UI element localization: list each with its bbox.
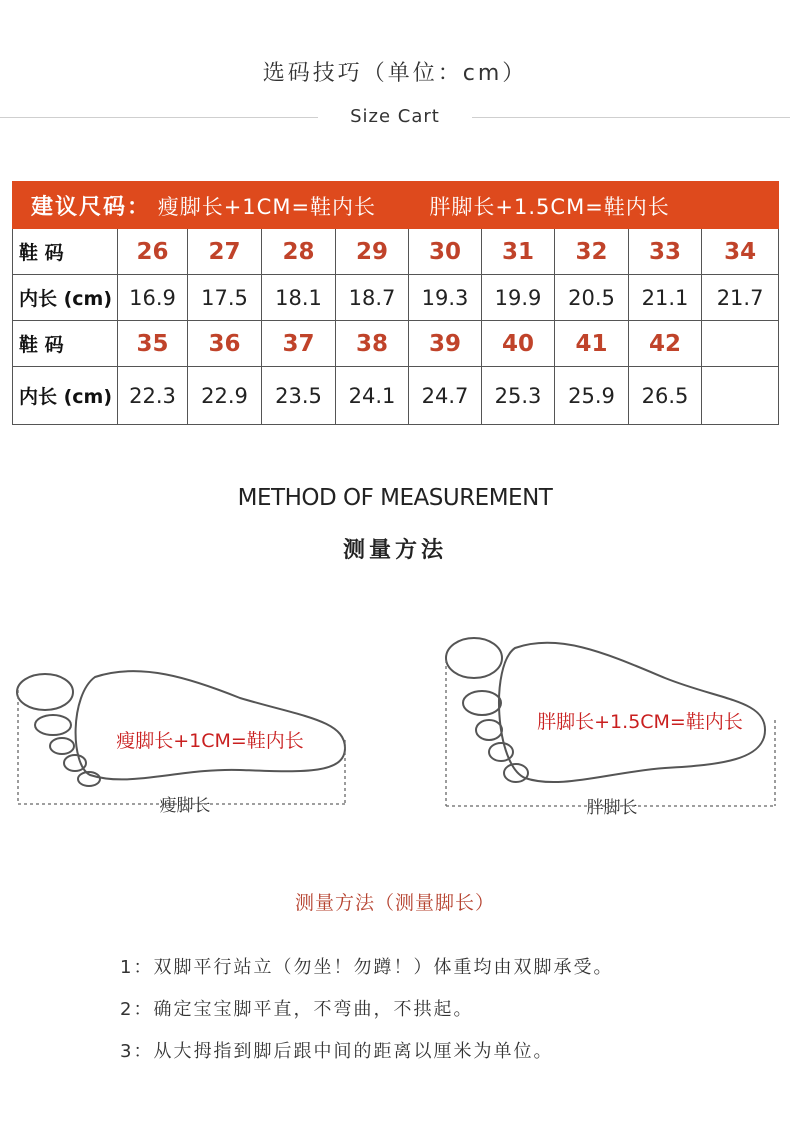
size-cell: 34 — [702, 229, 779, 275]
thin-foot-toe — [17, 674, 73, 710]
length-cell: 18.7 — [336, 275, 409, 321]
length-cell: 23.5 — [262, 367, 336, 425]
steps-title: 测量方法（测量脚长） — [294, 892, 495, 914]
size-table-banner — [13, 182, 779, 229]
size-cell: 35 — [118, 321, 188, 367]
length-cell: 22.9 — [188, 367, 262, 425]
size-cell: 38 — [336, 321, 409, 367]
length-cell-empty — [702, 367, 779, 425]
size-cell: 37 — [262, 321, 336, 367]
fat-foot-formula: 胖脚长+1.5CM=鞋内长 — [537, 711, 743, 733]
fat-foot-toe — [476, 720, 502, 740]
size-cell: 27 — [188, 229, 262, 275]
length-cell: 22.3 — [118, 367, 188, 425]
size-cell: 33 — [629, 229, 702, 275]
size-row-label: 鞋 码 — [13, 229, 118, 275]
length-cell: 20.5 — [555, 275, 629, 321]
thin-foot-outline — [76, 671, 345, 779]
divider-left — [0, 117, 318, 118]
size-cell: 29 — [336, 229, 409, 275]
foot-illustrations — [0, 620, 790, 830]
fat-foot-toe — [504, 764, 528, 782]
length-row-2 — [13, 367, 779, 425]
fat-foot-toe — [463, 691, 501, 715]
length-cell: 24.7 — [409, 367, 482, 425]
length-cell: 21.1 — [629, 275, 702, 321]
thin-foot-toe — [64, 755, 86, 771]
divider-right — [472, 117, 790, 118]
size-cell: 41 — [555, 321, 629, 367]
banner-rule-thin: 瘦脚长+1CM=鞋内长 — [157, 194, 377, 219]
step-item: 1：双脚平行站立（勿坐！勿蹲！）体重均由双脚承受。 — [120, 957, 614, 978]
size-cell: 32 — [555, 229, 629, 275]
length-row-1 — [13, 275, 779, 321]
length-cell: 26.5 — [629, 367, 702, 425]
method-title-cn: 测量方法 — [342, 538, 447, 563]
size-row-1 — [13, 229, 779, 275]
thin-foot-toe — [50, 738, 74, 754]
fat-foot-toe — [446, 638, 502, 678]
size-cell-empty — [702, 321, 779, 367]
size-cell: 39 — [409, 321, 482, 367]
size-cell: 42 — [629, 321, 702, 367]
size-cell: 36 — [188, 321, 262, 367]
length-cell: 16.9 — [118, 275, 188, 321]
length-row-label: 内长 (cm) — [13, 275, 118, 321]
length-cell: 25.9 — [555, 367, 629, 425]
subtitle-row — [0, 106, 790, 130]
step-item: 2：确定宝宝脚平直，不弯曲，不拱起。 — [120, 999, 474, 1020]
fat-foot-toe — [489, 743, 513, 761]
size-cell: 28 — [262, 229, 336, 275]
length-row-label: 内长 (cm) — [13, 367, 118, 425]
length-cell: 18.1 — [262, 275, 336, 321]
size-table — [12, 181, 779, 425]
length-cell: 19.3 — [409, 275, 482, 321]
length-cell: 24.1 — [336, 367, 409, 425]
thin-foot-formula: 瘦脚长+1CM=鞋内长 — [116, 730, 304, 752]
size-cell: 40 — [482, 321, 555, 367]
thin-foot-caption: 瘦脚长 — [159, 796, 211, 816]
fat-foot-caption: 胖脚长 — [586, 798, 638, 818]
steps-list — [120, 955, 760, 1081]
banner-rule-fat: 胖脚长+1.5CM=鞋内长 — [429, 194, 670, 219]
fat-measure-line — [446, 660, 775, 806]
size-row-label: 鞋 码 — [13, 321, 118, 367]
size-cell: 31 — [482, 229, 555, 275]
size-cell: 26 — [118, 229, 188, 275]
size-row-2 — [13, 321, 779, 367]
length-cell: 19.9 — [482, 275, 555, 321]
length-cell: 17.5 — [188, 275, 262, 321]
length-cell: 25.3 — [482, 367, 555, 425]
method-title-en: METHOD OF MEASUREMENT — [237, 485, 553, 511]
length-cell: 21.7 — [702, 275, 779, 321]
size-cell: 30 — [409, 229, 482, 275]
banner-lead: 建议尺码： — [31, 194, 152, 220]
step-item: 3：从大拇指到脚后跟中间的距离以厘米为单位。 — [120, 1041, 554, 1062]
page-subtitle: Size Cart — [350, 106, 440, 127]
page-title: 选码技巧（单位：cm） — [262, 61, 528, 86]
thin-foot-toe — [35, 715, 71, 735]
